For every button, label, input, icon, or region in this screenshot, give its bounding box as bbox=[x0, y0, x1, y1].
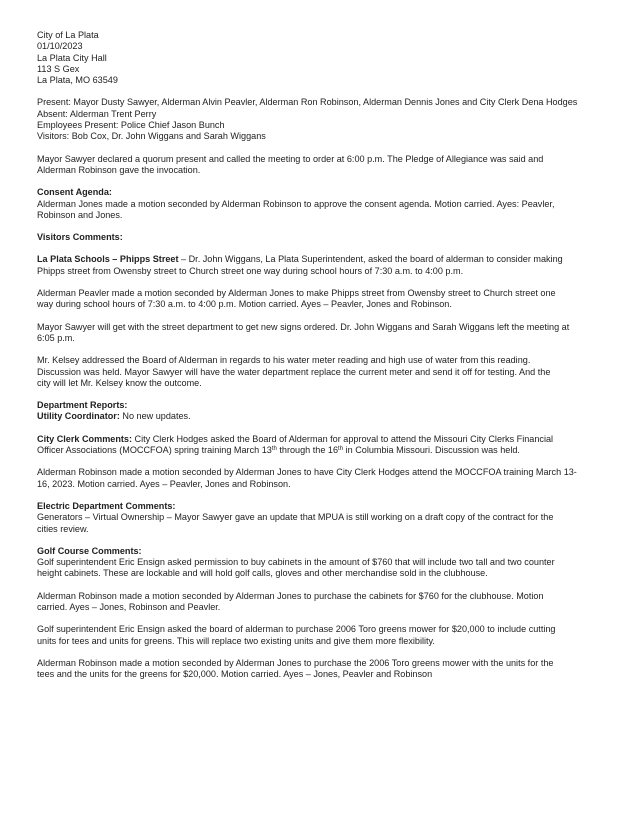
text-run: Officer Associations (MOCCFOA) spring training March 13 bbox=[37, 445, 272, 456]
paragraph-line: Alderman Robinson made a motion seconded by Alderman Jones to purchase the 2006 Toro greens mower with the units for the bbox=[37, 657, 554, 668]
paragraph-line: tees and the units for the greens for $20,000. Motion carried. Ayes – Jones, Peavler and Robinson bbox=[37, 669, 433, 680]
paragraph-text: City Clerk Hodges asked the Board of Alderman for approval to attend the Missouri City Clerks Financial bbox=[132, 433, 554, 444]
paragraph-line: Discussion was held. Mayor Sawyer will have the water department replace the current meter and send it off for testing. And the bbox=[37, 366, 551, 377]
employees-line: Employees Present: Police Chief Jason Bunch bbox=[37, 120, 225, 131]
paragraph-line: cities review. bbox=[37, 523, 89, 534]
paragraph-line: Robinson and Jones. bbox=[37, 209, 123, 220]
department-reports-section bbox=[37, 400, 609, 490]
section-heading: Electric Department Comments: bbox=[37, 500, 176, 511]
paragraph-line: Alderman Robinson made a motion seconded by Alderman Jones to purchase the cabinets for $760 for the clubhouse. Motion bbox=[37, 590, 544, 601]
ordinal-suffix: th bbox=[338, 446, 344, 453]
paragraph-line: Generators – Virtual Ownership – Mayor Sawyer gave an update that MPUA is still working on a draft copy of the contract for the bbox=[37, 512, 554, 523]
paragraph-line: Phipps street from Owensby street to Church street one way during school hours of 7:30 a.m. to 4:00 p.m. bbox=[37, 265, 464, 276]
paragraph-line: way during school hours of 7:30 a.m. to 4:00 p.m. Motion carried. Ayes – Peavler, Jones and Robinson. bbox=[37, 299, 452, 310]
paragraph-line: carried. Ayes – Jones, Robinson and Peavler. bbox=[37, 601, 221, 612]
city-state-zip: La Plata, MO 63549 bbox=[37, 75, 118, 86]
section-heading: Visitors Comments: bbox=[37, 232, 123, 243]
visitors-line: Visitors: Bob Cox, Dr. John Wiggans and Sarah Wiggans bbox=[37, 131, 266, 142]
paragraph-line: city will let Mr. Kelsey know the outcome. bbox=[37, 377, 202, 388]
paragraph-line: 16, 2023. Motion carried. Ayes – Peavler, Jones and Robinson. bbox=[37, 478, 291, 489]
topic-heading: La Plata Schools – Phipps Street bbox=[37, 254, 179, 265]
present-line: Present: Mayor Dusty Sawyer, Alderman Alvin Peavler, Alderman Ron Robinson, Alderman Dennis Jones and City Clerk Dena Hodges bbox=[37, 97, 578, 108]
paragraph-line: Mr. Kelsey addressed the Board of Alderman in regards to his water meter reading and high use of water from this reading. bbox=[37, 355, 531, 366]
paragraph-line: Alderman Jones made a motion seconded by Alderman Robinson to approve the consent agenda. Motion carried. Ayes: Peavler, bbox=[37, 198, 555, 209]
minutes-body bbox=[37, 30, 609, 680]
venue: La Plata City Hall bbox=[37, 52, 107, 63]
paragraph-line bbox=[37, 445, 609, 456]
attendance-section bbox=[37, 97, 609, 142]
text-run: through the 16 bbox=[276, 445, 339, 456]
topic-heading: City Clerk Comments: bbox=[37, 433, 133, 444]
topic-heading: Utility Coordinator: bbox=[37, 411, 120, 422]
section-heading: Department Reports: bbox=[37, 400, 128, 411]
city-name: City of La Plata bbox=[37, 30, 99, 40]
ordinal-suffix: th bbox=[271, 446, 277, 453]
paragraph-line: Mayor Sawyer declared a quorum present and called the meeting to order at 6:00 p.m. The Pledge of Allegiance was said and bbox=[37, 153, 544, 164]
paragraph-line: Golf superintendent Eric Ensign asked permission to buy cabinets in the amount of $760 that will include two tall and two counter bbox=[37, 557, 555, 568]
section-heading: Golf Course Comments: bbox=[37, 545, 142, 556]
letterhead bbox=[37, 30, 609, 86]
visitors-comments-section bbox=[37, 232, 609, 389]
street-address: 113 S Gex bbox=[37, 63, 80, 74]
paragraph-line: 6:05 p.m. bbox=[37, 332, 75, 343]
text-run: in Columbia Missouri. Discussion was held. bbox=[343, 445, 520, 456]
paragraph-text: No new updates. bbox=[119, 411, 191, 422]
paragraph-line: Alderman Robinson made a motion seconded by Alderman Jones to have City Clerk Hodges attend the MOCCFOA training March 13- bbox=[37, 467, 577, 478]
paragraph-line: Alderman Peavler made a motion seconded by Alderman Jones to make Phipps street from Owensby street to Church street one bbox=[37, 288, 556, 299]
paragraph-line: Mayor Sawyer will get with the street department to get new signs ordered. Dr. John Wiggans and Sarah Wiggans left the meeting at bbox=[37, 321, 570, 332]
electric-section bbox=[37, 501, 609, 535]
meeting-date: 01/10/2023 bbox=[37, 41, 83, 52]
paragraph-text: – Dr. John Wiggans, La Plata Superintendent, asked the board of alderman to consider making bbox=[178, 254, 563, 265]
paragraph-line: Alderman Robinson gave the invocation. bbox=[37, 164, 201, 175]
paragraph-line: units for tees and units for greens. This will replace two existing units and give them more flexibility. bbox=[37, 635, 435, 646]
golf-course-section bbox=[37, 546, 609, 681]
absent-line: Absent: Alderman Trent Perry bbox=[37, 108, 157, 119]
consent-agenda-section bbox=[37, 187, 609, 221]
section-heading: Consent Agenda: bbox=[37, 187, 112, 198]
paragraph-line: Golf superintendent Eric Ensign asked the board of alderman to purchase 2006 Toro greens mower for $20,000 to include cutting bbox=[37, 624, 556, 635]
opening-paragraph bbox=[37, 154, 609, 177]
paragraph-line: height cabinets. These are lockable and will hold golf calls, gloves and other merchandise sold in the clubhouse. bbox=[37, 568, 488, 579]
